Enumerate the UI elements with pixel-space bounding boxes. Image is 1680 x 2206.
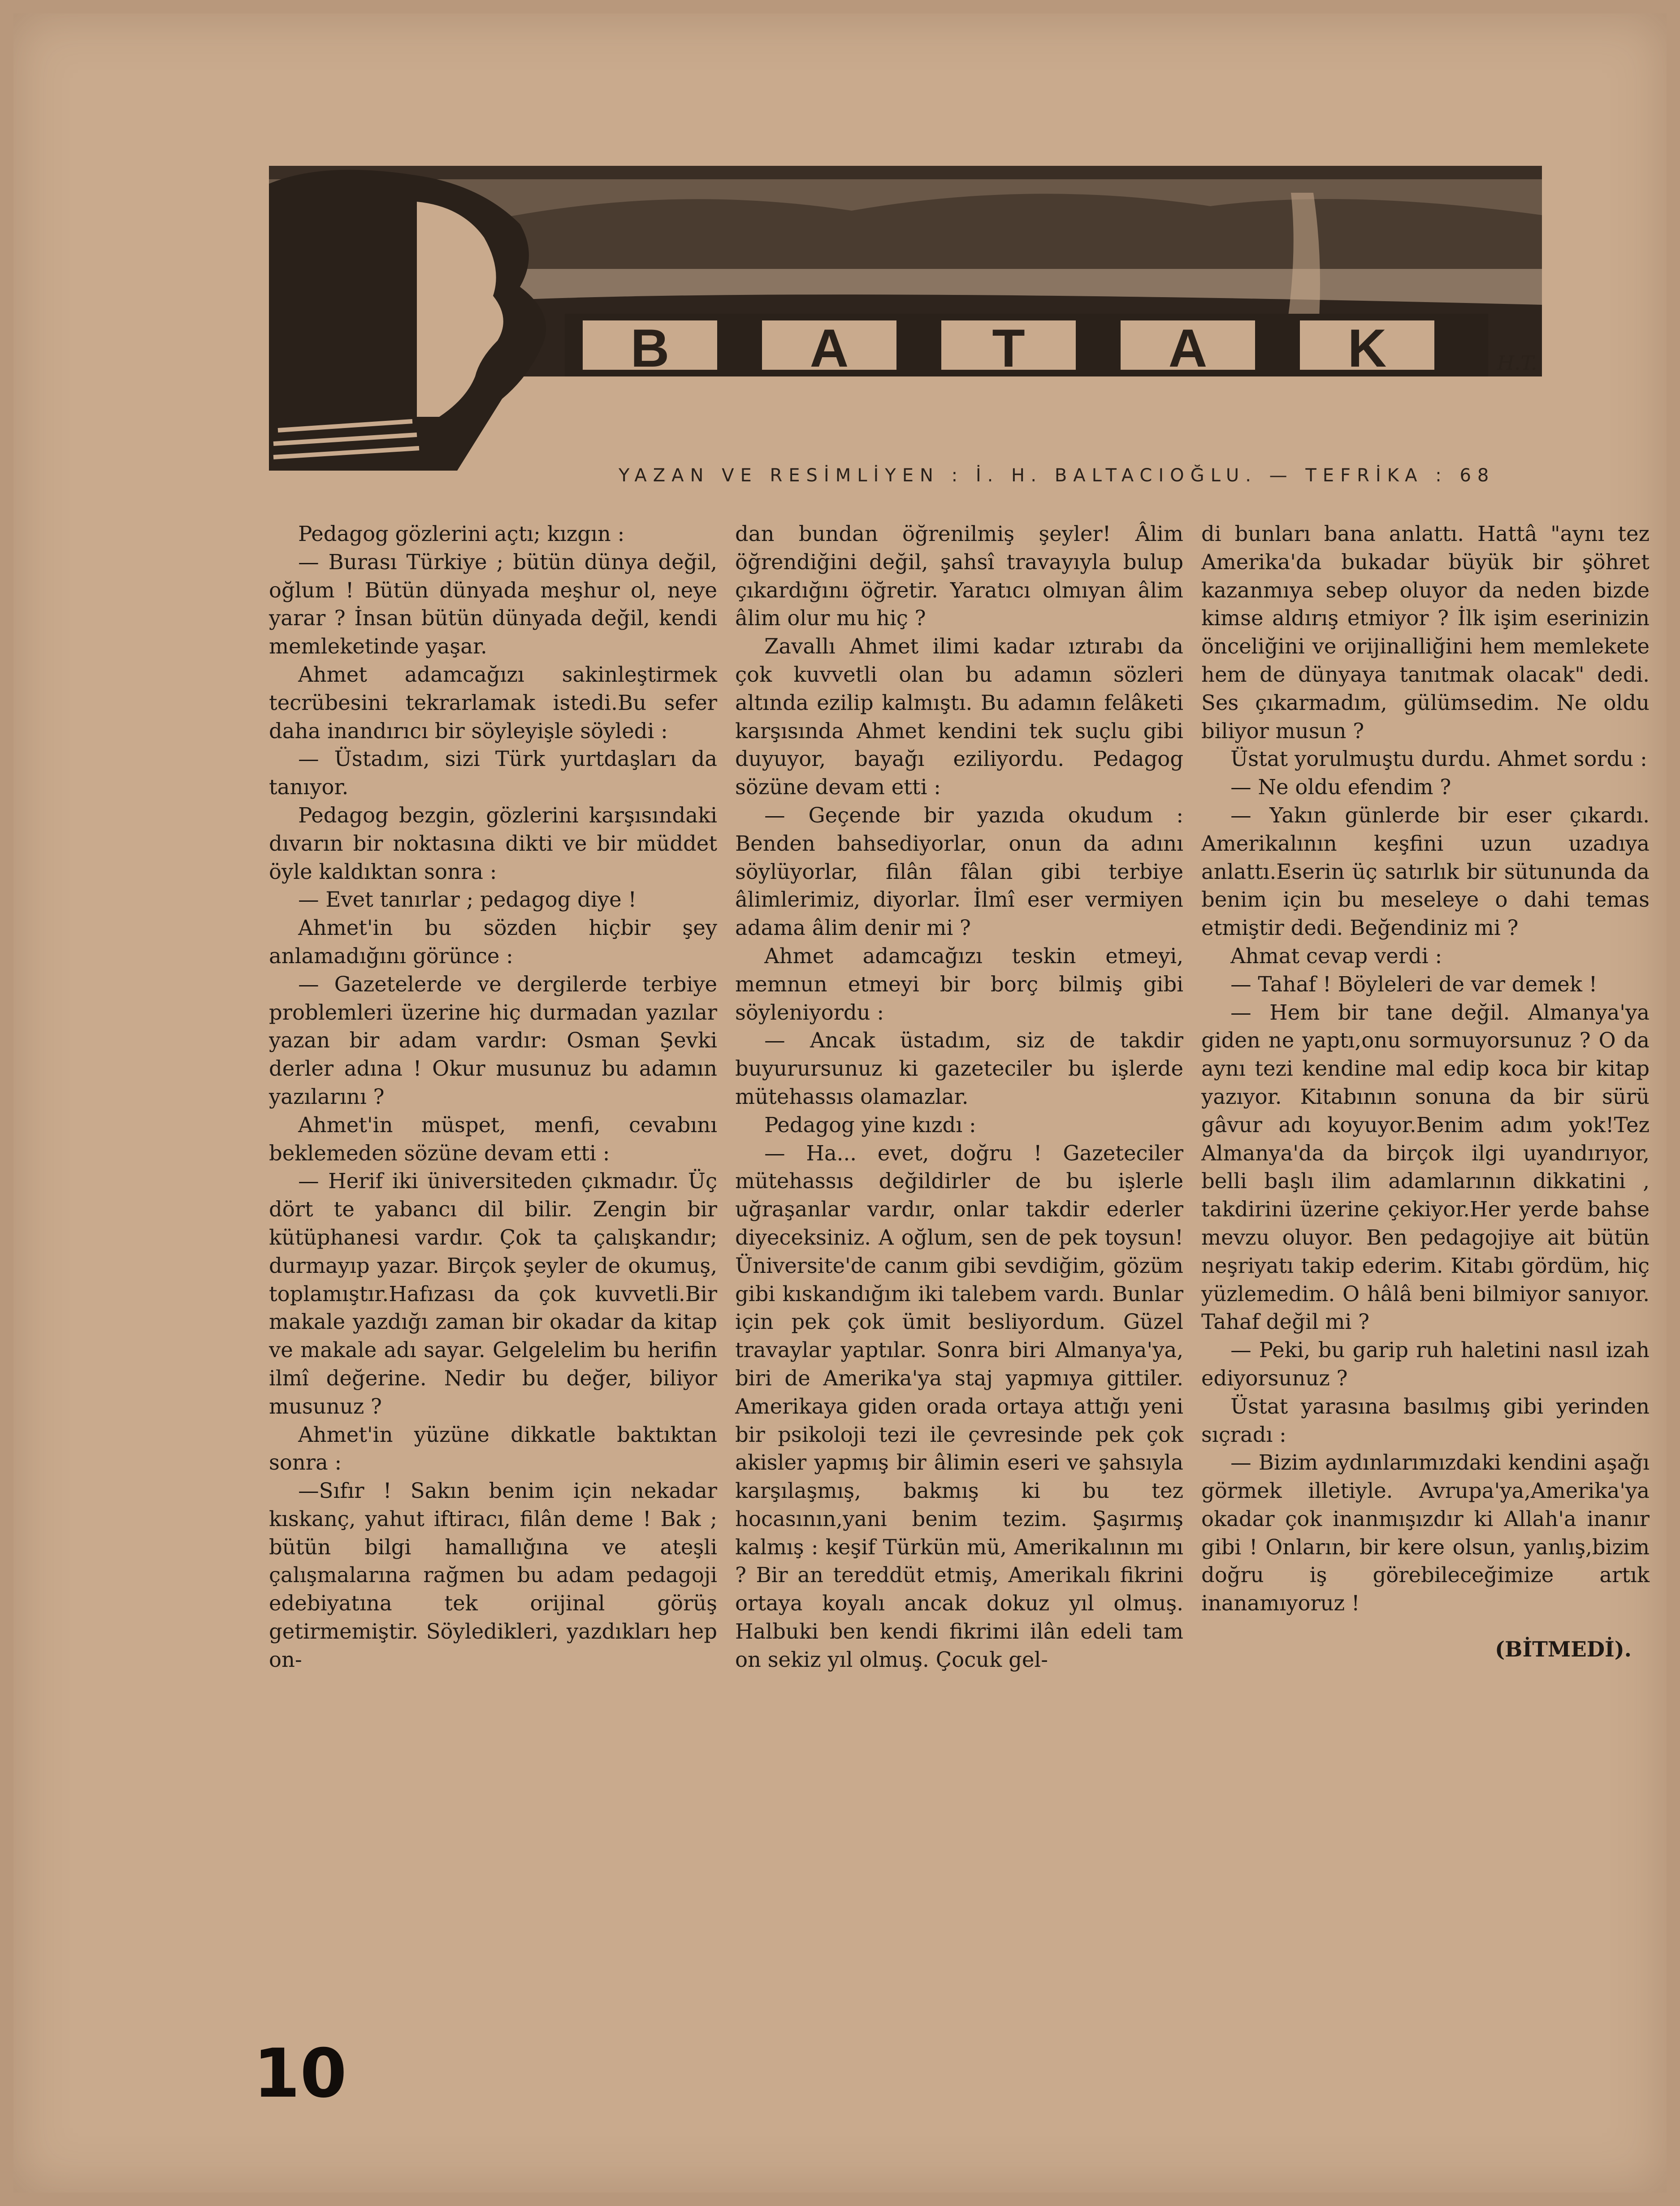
paragraph: — Evet tanırlar ; pedagog diye ! bbox=[298, 887, 637, 912]
paragraph: Üstat yarasına basılmış gibi yerinden sıçradı : bbox=[1201, 1394, 1650, 1447]
header-letter-t: T bbox=[992, 318, 1025, 378]
paragraph: — Yakın günlerde bir eser çıkardı. Amerikalının keşfini uzun uzadıya anlattı.Eserin üç satırlık bir sütununda da benim için bu meseleye o dahi temas etmiştir dedi. Beğendiniz mi ? bbox=[1201, 803, 1650, 940]
paragraph: Pedagog gözlerini açtı; kızgın : bbox=[298, 522, 625, 546]
paragraph: Ahmet adamcağızı sakinleştirmek tecrübesini tekrarlamak istedi.Bu sefer daha inandırıcı bir söyleyişle söyledi : bbox=[269, 662, 717, 743]
header-letter-b: B bbox=[630, 318, 670, 378]
artist-mark: H.T. bbox=[1497, 352, 1537, 375]
header-letter-a1: A bbox=[810, 318, 849, 378]
paragraph: — Tahaf ! Böyleleri de var demek ! bbox=[1230, 972, 1598, 996]
paragraph: Ahmet'in yüzüne dikkatle baktıktan sonra : bbox=[269, 1422, 717, 1475]
byline: YAZAN VE RESİMLİYEN : İ. H. BALTACIOĞLU. — TEFRİKA : 68 bbox=[619, 465, 1495, 486]
paragraph: — Geçende bir yazıda okudum : Benden bahsediyorlar, onun da adını söylüyorlar, filân fâlan gibi terbiye âlimlerimiz, diyorlar. İlmî eser vermiyen adama âlim denir mi ? bbox=[735, 803, 1183, 940]
article-column-3 bbox=[1201, 520, 1650, 1664]
header-letter-k: K bbox=[1347, 318, 1387, 378]
paragraph: Ahmat cevap verdi : bbox=[1230, 943, 1442, 968]
paragraph: —Sıfır ! Sakın benim için nekadar kıskanç, yahut iftiracı, filân deme ! Bak ; bütün bilgi hamallığına ve ateşli çalışmalarına rağmen bu adam pedagoji edebiyatına tek orijinal görüş getirmemiştir. Söyledikleri, yazdıkları hep on- bbox=[269, 1479, 717, 1672]
paragraph: — Ne oldu efendim ? bbox=[1230, 775, 1451, 800]
paragraph: dan bundan öğrenilmiş şeyler! Âlim öğrendiğini değil, şahsî travayıyla bulup çıkardığını öğretir. Yaratıcı olmıyan âlim âlim olur mu hiç ? bbox=[735, 522, 1183, 631]
page-number: 10 bbox=[253, 2035, 347, 2113]
paragraph: — Ancak üstadım, siz de takdir buyurursunuz ki gazeteciler bu işlerde mütehassıs olamazlar. bbox=[735, 1028, 1183, 1109]
paragraph: Zavallı Ahmet ilimi kadar ıztırabı da çok kuvvetli olan bu adamın sözleri altında ezilip kalmıştı. Bu adamın felâketi karşısında Ahmet kendini tek suçlu gibi duyuyor, bayağı eziliyordu. Pedagog sözüne devam etti : bbox=[735, 634, 1183, 800]
paragraph: — Hem bir tane değil. Almanya'ya giden ne yaptı,onu sormuyorsunuz ? O da aynı tezi kendine mal edip koca bir kitap yazıyor. Kitabının sonuna da bir sürü gâvur adı koyuyor.Benim adım yok!Tez Almanya'da da birçok ilgi uyandırıyor, belli başlı ilim adamlarının dikkatini , takdirini üzerine çekiyor.Her yerde bahse mevzu oluyor. Ben pedagojiye ait bütün neşriyatı takip ederim. Kitabı gördüm, hiç yüzlemedim. O hâlâ beni bilmiyor sanıyor. Tahaf değil mi ? bbox=[1201, 1000, 1650, 1334]
paragraph: — Burası Türkiye ; bütün dünya değil, oğlum ! Bütün dünyada meşhur ol, neye yarar ? İnsan bütün dünyada değil, kendi memleketinde yaşar. bbox=[269, 549, 717, 659]
paragraph: Üstat yorulmuştu durdu. Ahmet sordu : bbox=[1230, 747, 1647, 771]
paragraph: Ahmet'in müspet, menfi, cevabını beklemeden sözüne devam etti : bbox=[269, 1112, 717, 1165]
article-column-1 bbox=[269, 520, 717, 1674]
paragraph: — Gazetelerde ve dergilerde terbiye problemleri üzerine hiç durmadan yazılar yazan bir adam vardır: Osman Şevki derler adına ! Okur musunuz bu adamın yazılarını ? bbox=[269, 972, 717, 1109]
to-be-continued-note: (BİTMEDİ). bbox=[1495, 1637, 1632, 1662]
batak-header-illustration bbox=[269, 166, 1542, 471]
paragraph: Ahmet adamcağızı teskin etmeyi, memnun etmeyi bir borç bilmiş gibi söyleniyordu : bbox=[735, 943, 1183, 1025]
paragraph: — Peki, bu garip ruh haletini nasıl izah ediyorsunuz ? bbox=[1201, 1338, 1650, 1390]
article-column-2 bbox=[735, 520, 1183, 1674]
paragraph: Pedagog bezgin, gözlerini karşısındaki dıvarın bir noktasına dikti ve bir müddet öyle kaldıktan sonra : bbox=[269, 803, 717, 884]
paragraph: Ahmet'in bu sözden hiçbir şey anlamadığını görünce : bbox=[269, 916, 717, 968]
paragraph: Pedagog yine kızdı : bbox=[764, 1112, 976, 1137]
paragraph: di bunları bana anlattı. Hattâ "aynı tez Amerika'da bukadar büyük bir şöhret kazanmıya sebep oluyor da neden bizde kimse aldırış etmiyor ? İlk işim eserinizin önceliğini ve orijinalliğini hem memlekete hem de dünyaya tanıtmak olacak" dedi. Ses çıkarmadım, gülümsedim. Ne oldu biliyor musun ? bbox=[1201, 522, 1650, 743]
paragraph: — Herif iki üniversiteden çıkmadır. Üç dört te yabancı dil bilir. Zengin bir kütüphanesi vardır. Çok ta çalışkandır; durmayıp yazar. Birçok şeyler de okumuş, toplamıştır.Hafızası da çok kuvvetli.Bir makale yazdığı zaman bir okadar da kitap ve makale adı sayar. Gelgelelim bu herifin ilmî değerine. Nedir bu değer, biliyor musunuz ? bbox=[269, 1169, 717, 1419]
paragraph: — Üstadım, sizi Türk yurtdaşları da tanıyor. bbox=[269, 747, 717, 800]
paragraph: — Bizim aydınlarımızdaki kendini aşağı görmek illetiyle. Avrupa'ya,Amerika'ya okadar çok inanmışızdır ki Allah'a inanır gibi ! Onların, bir kere olsun, yanlış,bizim doğru iş görebileceğimize artık inanamıyoruz ! bbox=[1201, 1450, 1650, 1616]
paragraph: — Ha... evet, doğru ! Gazeteciler mütehassıs değildirler de bu işlerle uğraşanlar vardır, onlar takdir ederler diyeceksiniz. A oğlum, sen de pek toysun! Üniversite'de canım gibi sevdiğim, gözüm gibi kıskandığım iki talebem vardı. Bunlar için pek çok ümit besliyordum. Güzel travaylar yaptılar. Sonra biri Almanya'ya, biri de Amerika'ya staj yapmıya gittiler. Amerikaya giden orada ortaya attığı yeni bir psikoloji tezi ile çevresinde pek çok akisler yapmış bir âlimin eseri ve şahsıyla karşılaşmış, bakmış ki bu tez hocasının,yani benim tezim. Şaşırmış kalmış : keşif Türkün mü, Amerikalının mı ? Bir an tereddüt etmiş, Amerikalı fikrini ortaya koyalı ancak dokuz yıl olmuş. Halbuki ben kendi fikrimi ilân edeli tam on sekiz yıl olmuş. Çocuk gel- bbox=[735, 1141, 1183, 1672]
header-letter-a2: A bbox=[1168, 318, 1208, 378]
